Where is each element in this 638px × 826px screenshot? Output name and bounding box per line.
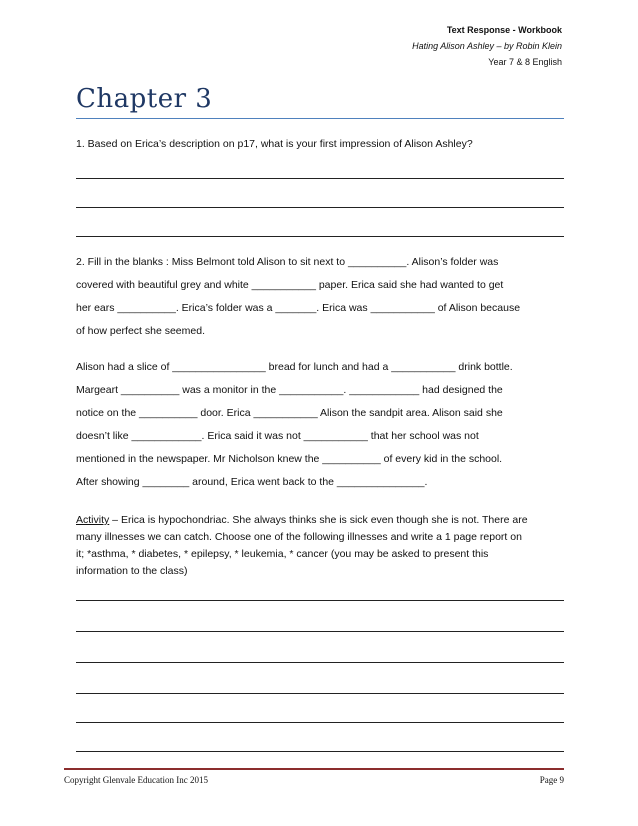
answer-line [76,600,564,601]
activity-line: information to the class) [76,565,188,577]
page-header [412,22,562,70]
activity-line: it; *asthma, * diabetes, * epilepsy, * leukemia, * cancer (you may be asked to present this [76,548,489,560]
question-2-line: 2. Fill in the blanks : Miss Belmont told Alison to sit next to __________. Alison’s folder was [76,256,499,268]
header-year-level: Year 7 & 8 English [488,57,562,67]
activity-line [76,514,566,526]
activity-label: Activity [76,514,110,526]
fill-blank-line: notice on the __________ door. Erica ___________ Alison the sandpit area. Alison said she [76,407,503,419]
question-2-line: her ears __________. Erica’s folder was a _______. Erica was ___________ of Alison because [76,302,521,314]
footer-page-number: Page 9 [539,775,564,785]
answer-line [76,662,564,663]
question-2-line: covered with beautiful grey and white ___________ paper. Erica said she had wanted to get [76,279,504,291]
question-1: 1. Based on Erica’s description on p17, what is your first impression of Alison Ashley? [76,138,473,150]
footer-copyright: Copyright Glenvale Education Inc 2015 [64,775,208,785]
question-2-line: of how perfect she seemed. [76,325,205,337]
answer-line [76,722,564,723]
header-workbook-title: Text Response - Workbook [446,25,562,35]
page-footer [64,775,564,785]
answer-line [76,236,564,237]
chapter-title: Chapter 3 [76,84,213,114]
header-book-title: Hating Alison Ashley – by Robin Klein [412,41,562,51]
footer-rule [64,768,564,770]
fill-blank-line: Alison had a slice of ________________ bread for lunch and had a ___________ drink bottle. [76,361,513,373]
answer-line [76,751,564,752]
fill-blank-line: mentioned in the newspaper. Mr Nicholson knew the __________ of every kid in the school. [76,453,503,465]
activity-text: – Erica is hypochondriac. She always thinks she is sick even though she is not. There are [109,514,528,526]
activity-line: many illnesses we can catch. Choose one of the following illnesses and write a 1 page report on [76,531,522,543]
fill-blank-line: doesn’t like ____________. Erica said it was not ___________ that her school was not [76,430,479,442]
answer-line [76,693,564,694]
fill-blank-line: After showing ________ around, Erica went back to the _______________. [76,476,428,488]
answer-line [76,178,564,179]
answer-line [76,631,564,632]
title-underline [76,118,564,119]
answer-line [76,207,564,208]
fill-blank-line: Margeart __________ was a monitor in the ___________. ____________ had designed the [76,384,503,396]
